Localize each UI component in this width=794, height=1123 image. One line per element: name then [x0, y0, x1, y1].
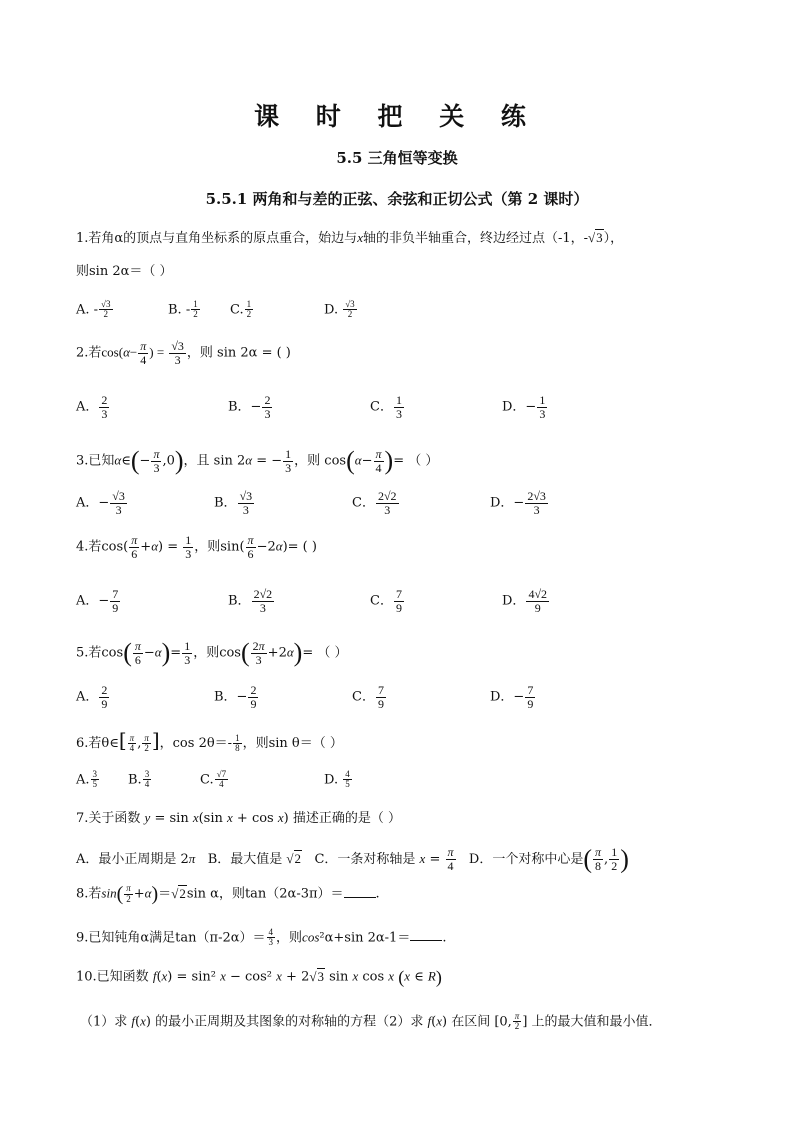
question-4: 4.若cos( $\frac{\pi}{6}$ +α) = $\frac{1}{3}$ ，则sin( $\frac{\pi}{6}$ −2α)= ( )	[76, 533, 317, 561]
subsection-title: 5.5.1 两角和与差的正弦、余弦和正切公式（第 2 课时）	[205, 190, 589, 208]
question-7: 7.关于函数 y = sin x(sin x + cos x) 描述正确的是（ ）	[76, 810, 401, 826]
question-9: 9.已知钝角α满足tan（π-2α）＝ $\frac{4}{3}$ ，则cos²α+sin 2α-1＝ .	[76, 927, 447, 948]
question-10: 10.已知函数 f(x) = sin² x − cos² x + 2√3 sin x cos x (x ∈ R)	[76, 967, 442, 987]
question-6-option-a[interactable]: A. $\frac{3}{5}$	[76, 769, 98, 790]
question-3-option-d[interactable]: D．− $\frac{2√3}{3}$	[490, 489, 546, 517]
question-4-option-d[interactable]: D． $\frac{4√2}{9}$	[502, 587, 548, 615]
question-6-option-b[interactable]: B. $\frac{3}{4}$	[128, 769, 150, 790]
question-1-line-2: 则sin 2α＝（ ）	[76, 264, 173, 279]
question-2-option-d[interactable]: D．− $\frac{1}{3}$	[502, 393, 546, 421]
question-1-option-a[interactable]: A. - $\frac{√3}{2}$	[76, 299, 111, 320]
question-6-option-c[interactable]: C. $\frac{√7}{4}$	[200, 769, 227, 790]
question-7-option-c[interactable]: C．一条对称轴是 x = $\frac{\pi}{4}$	[314, 845, 454, 873]
question-2-option-c[interactable]: C． $\frac{1}{3}$	[370, 393, 402, 421]
answer-blank[interactable]	[410, 928, 442, 941]
question-2: 2.若cos(α− $\frac{\pi}{4}$ ) = $\frac{√3}{3}$ ，则 sin 2α = ( )	[76, 339, 291, 367]
question-2-option-a[interactable]: A． $\frac{2}{3}$	[76, 393, 108, 421]
question-5: 5.若cos( $\frac{\pi}{6}$ −α)= $\frac{1}{3}$ ，则cos( $\frac{2\pi}{3}$ +2α)= （ ）	[76, 638, 348, 668]
question-1-option-d[interactable]: D. $\frac{√3}{2}$	[324, 299, 355, 320]
answer-blank[interactable]	[344, 885, 376, 898]
question-7-option-b[interactable]: B．最大值是 √2	[207, 850, 302, 867]
question-7-option-a[interactable]: A．最小正周期是 2π	[76, 850, 196, 867]
question-7-option-d[interactable]: D．一个对称中心是( $\frac{\pi}{8}$ , $\frac{1}{2}$ )	[468, 844, 629, 874]
question-4-option-c[interactable]: C． $\frac{7}{9}$	[370, 587, 402, 615]
question-5-option-a[interactable]: A． $\frac{2}{9}$	[76, 683, 108, 711]
question-5-option-d[interactable]: D．− $\frac{7}{9}$	[490, 683, 534, 711]
question-1-option-b[interactable]: B. - $\frac{1}{2}$	[168, 299, 198, 320]
question-8: 8.若sin( $\frac{\pi}{2}$ +α)＝√2sin α，则tan（2α-3π）＝ .	[76, 883, 380, 905]
section-title: 5.5 三角恒等变换	[336, 149, 458, 167]
question-4-option-a[interactable]: A．− $\frac{7}{9}$	[76, 587, 119, 615]
question-3-option-c[interactable]: C． $\frac{2√2}{3}$	[352, 489, 397, 517]
question-6: 6.若θ∈[ $\frac{\pi}{4}$ , $\frac{\pi}{2}$ ]，cos 2θ＝- $\frac{1}{8}$ ，则sin θ＝（ ）	[76, 728, 343, 753]
question-3-option-b[interactable]: B． $\frac{√3}{3}$	[214, 489, 253, 517]
question-7-options	[76, 846, 629, 872]
question-3: 3.已知α∈(− $\frac{\pi}{3}$ ,0)，且 sin 2α = − $\frac{1}{3}$ ，则 cos(α− $\frac{\pi}{4}$ )= （ ）	[76, 446, 439, 476]
question-2-option-b[interactable]: B．− $\frac{2}{3}$	[228, 393, 271, 421]
question-4-option-b[interactable]: B． $\frac{2√2}{3}$	[228, 587, 273, 615]
question-3-option-a[interactable]: A．− $\frac{√3}{3}$	[76, 489, 125, 517]
question-5-option-b[interactable]: B．− $\frac{2}{9}$	[214, 683, 257, 711]
page-title: 课 时 把 关 练	[254, 102, 540, 131]
question-5-option-c[interactable]: C． $\frac{7}{9}$	[352, 683, 384, 711]
question-1-option-c[interactable]: C. $\frac{1}{2}$	[230, 299, 252, 320]
question-10-parts: （1）求 f(x) 的最小正周期及其图象的对称轴的方程（2）求 f(x) 在区间 [0, $\frac{\pi}{2}$ ] 上的最大值和最小值．	[80, 1011, 662, 1032]
question-6-option-d[interactable]: D. $\frac{4}{5}$	[324, 769, 350, 790]
question-1-line-1: 1.若角α的顶点与直角坐标系的原点重合，始边与x轴的非负半轴重合，终边经过点（-1，-√3），	[76, 230, 624, 246]
